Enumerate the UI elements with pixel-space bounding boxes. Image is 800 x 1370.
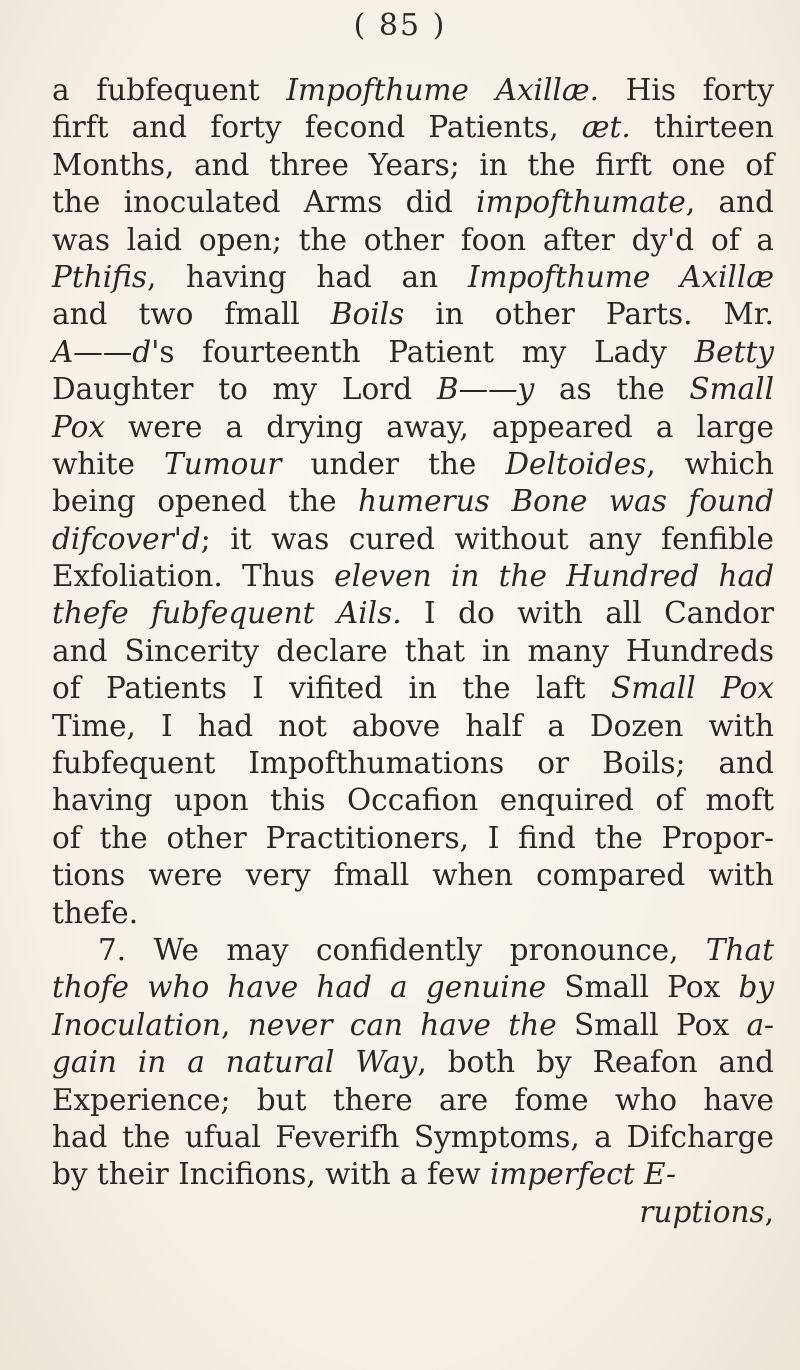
text-line: [52, 147, 774, 184]
roman-text: Exfoliation. Thus: [52, 559, 335, 594]
text-line: [52, 1082, 774, 1119]
italic-text: a-: [746, 1007, 775, 1042]
text-line: [52, 820, 774, 857]
roman-text: Daughter to my Lord: [52, 372, 437, 407]
roman-text: as the: [534, 372, 690, 407]
roman-text: under the: [281, 446, 506, 481]
italic-text: æt.: [581, 110, 631, 145]
text-line: [52, 109, 774, 146]
text-line: [52, 969, 774, 1006]
italic-text: by: [738, 970, 774, 1005]
roman-text: , both by Reafon and: [417, 1045, 775, 1080]
italic-text: Pthifis: [52, 259, 147, 294]
roman-text: Months, and three Years; in the firft one of: [52, 147, 774, 182]
text-line: [52, 782, 774, 819]
italic-text: A——d: [52, 334, 152, 369]
italic-text: Small: [689, 372, 774, 407]
italic-text: That: [705, 932, 774, 967]
text-line: [52, 633, 774, 670]
italic-text: B——y: [436, 372, 535, 407]
text-line: [52, 371, 774, 408]
text-line: [52, 521, 774, 558]
italic-text: ruptions: [639, 1194, 765, 1229]
text-line: [52, 857, 774, 894]
roman-text: ; it was cured without any fenfible: [200, 521, 774, 556]
roman-text: Small Pox: [556, 1007, 747, 1042]
roman-text: a fubfequent: [52, 73, 287, 107]
roman-text: were a drying away, appeared a large: [105, 409, 774, 444]
italic-text: Tumour: [164, 446, 282, 481]
italic-text: Impofthume Axillæ: [467, 259, 775, 294]
roman-text: in other Parts. Mr.: [404, 297, 774, 332]
text-line: [52, 446, 774, 483]
body-text: [52, 72, 774, 1231]
page-number: ( 85 ): [353, 8, 447, 43]
roman-text: being opened the: [52, 484, 359, 519]
italic-text: Betty: [694, 334, 774, 369]
text-line: [52, 334, 774, 371]
roman-text: ,: [764, 1194, 774, 1229]
italic-text: Pox: [52, 409, 106, 444]
roman-text: Experience; but there are fome who have: [52, 1082, 774, 1117]
text-line: [52, 1156, 774, 1193]
text-line: [52, 895, 774, 932]
text-line: [52, 409, 774, 446]
italic-text: Impofthume Axillæ.: [286, 73, 599, 107]
italic-text: never can have the: [247, 1007, 557, 1042]
roman-text: by their Incifions, with a few: [52, 1157, 490, 1192]
text-line: [52, 296, 774, 333]
roman-text: 7. We may confidently pronounce,: [98, 932, 706, 967]
italic-text: imperfect E-: [489, 1157, 677, 1192]
text-line: [52, 932, 774, 969]
italic-text: impofthumate: [476, 185, 686, 220]
roman-text: , which: [646, 446, 775, 481]
roman-text: the inoculated Arms did: [52, 185, 477, 220]
text-line: [52, 259, 774, 296]
roman-text: having upon this Occafion enquired of moft: [52, 783, 774, 818]
roman-text: firft and forty fecond Patients,: [52, 110, 582, 145]
text-line: [52, 558, 774, 595]
italic-text: eleven in the Hundred had: [334, 559, 774, 594]
italic-text: difcover'd: [52, 521, 201, 556]
roman-text: His forty: [598, 73, 774, 107]
italic-text: gain in a natural Way: [52, 1045, 418, 1080]
text-line: [52, 745, 774, 782]
text-line: [52, 670, 774, 707]
text-line: [52, 1194, 774, 1231]
italic-text: humerus Bone was found: [358, 484, 774, 519]
text-line: [52, 483, 774, 520]
roman-text: , having had an: [146, 259, 468, 294]
roman-text: thefe.: [52, 895, 139, 930]
text-line: [52, 72, 774, 109]
text-line: [52, 184, 774, 221]
italic-text: thofe who have had a genuine: [52, 970, 547, 1005]
roman-text: fubfequent Impofthumations or Boils; and: [52, 746, 774, 781]
roman-text: was laid open; the other foon after dy'd of a: [52, 222, 774, 257]
roman-text: , and: [685, 185, 774, 220]
text-line: [52, 1119, 774, 1156]
roman-text: tions were very fmall when compared with: [52, 858, 774, 893]
roman-text: of the other Practitioners, I find the Propor-: [52, 820, 774, 855]
roman-text: ,: [221, 1007, 248, 1042]
roman-text: I do with all Candor: [401, 596, 774, 631]
italic-text: Boils: [330, 297, 405, 332]
roman-text: 's fourteenth Patient my Lady: [151, 334, 695, 369]
text-line: [52, 1044, 774, 1081]
roman-text: thirteen: [630, 110, 774, 145]
roman-text: Small Pox: [546, 970, 739, 1005]
roman-text: and Sincerity declare that in many Hundreds: [52, 633, 774, 668]
italic-text: Small Pox: [610, 671, 774, 706]
italic-text: thefe fubfequent Ails.: [52, 596, 402, 631]
italic-text: Inoculation: [52, 1007, 222, 1042]
roman-text: of Patients I vifited in the laft: [52, 671, 611, 706]
text-line: [52, 595, 774, 632]
italic-text: Deltoides: [505, 446, 647, 481]
roman-text: white: [52, 446, 165, 481]
roman-text: Time, I had not above half a Dozen with: [52, 708, 774, 743]
roman-text: and two fmall: [52, 297, 331, 332]
text-line: [52, 1007, 774, 1044]
text-line: [52, 222, 774, 259]
roman-text: had the ufual Feverifh Symptoms, a Difcharge: [52, 1119, 774, 1154]
text-line: [52, 708, 774, 745]
